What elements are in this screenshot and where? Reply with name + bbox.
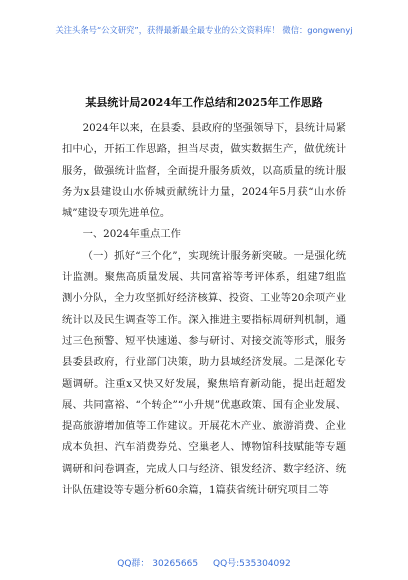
footer-qq-number: QQ号:535304092 [212,559,291,569]
section-heading: 一、2024年重点工作 [82,228,181,241]
body-paragraph: （一）抓好“三个化”，实现统计服务新突破。一是强化统计监测。聚焦高质量发展、共同富裕等考评体系，组建7组监测小分队，全力攻坚抓好经济核算、投资、工业等20余项产业统计以及民生调查等工作。深入推进主要指标周研判机制，通过三色预警、短平快速递、参与研讨、对接交流等形式，服务县委县政府，行业部门决策，助力县域经济发展。二是深化专题调研。注重x又快又好发展，聚焦培育新动能，提出赶超发展、共同富裕、“个转企”“小升规”优惠政策、国有企业发展、提高旅游增加值等工作建议。开展花木产业、旅游消费、企业成本负担、汽车消费券兑、空巢老人、博物馆科技赋能等专题调研和问卷调查，完成人口与经济、银发经济、数字经济、统计队伍建设等专题分析60余篇，1篇获省统计研究项目二等 [62,249,346,497]
intro-paragraph: 2024年以来，在县委、县政府的坚强领导下，县统计局紧扣中心，开拓工作思路，担当尽责，做实数据生产，做优统计服务，做强统计监督，全面提升服务质效，以高质量的统计服务为x县建设山水侨城贡献统计力量，2024年5月获“山水侨城”建设专项先进单位。 [62,122,346,220]
document-body [62,118,346,501]
header-banner: 关注头条号“公文研究”，获得最新最全最专业的公文资料库！ 微信：gongwenyj [55,25,353,35]
footer-contact [0,556,408,569]
document-title: 某县统计局2024年工作总结和2025年工作思路 [85,96,323,109]
footer-qq-group: QQ群： 30265665 [117,559,199,569]
